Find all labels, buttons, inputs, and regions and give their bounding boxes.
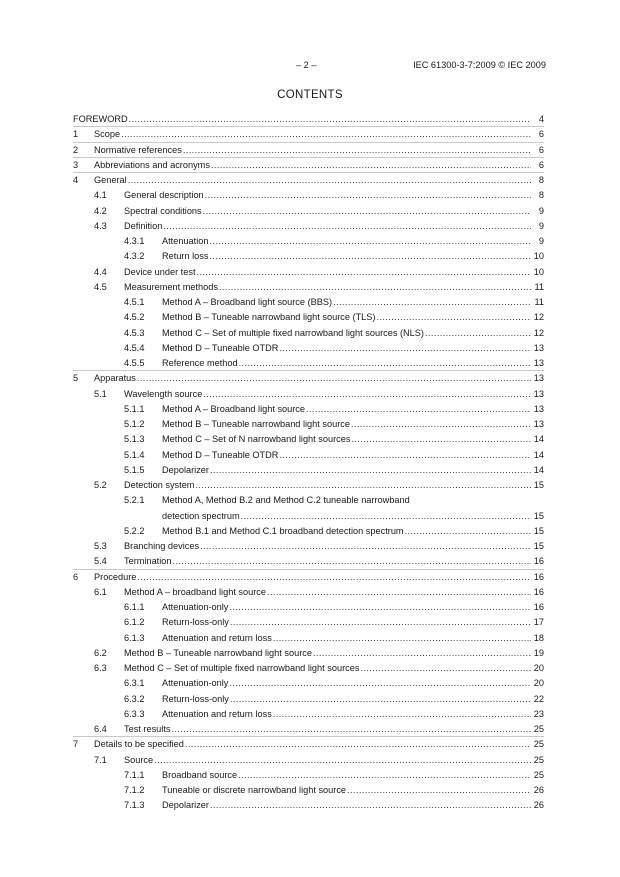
- toc-entry-title: Depolarizer: [162, 800, 209, 811]
- toc-entry-title: Wavelength source: [124, 388, 203, 399]
- toc-entry-number: 4.5.3: [124, 327, 145, 338]
- dot-leader: [137, 571, 531, 584]
- dot-leader: [351, 433, 531, 446]
- toc-entry-number: 5.1.5: [124, 464, 145, 475]
- toc-entry-number: 6.1: [94, 586, 107, 597]
- toc-entry[interactable]: [0, 494, 620, 507]
- toc-entry-page: 12: [533, 327, 544, 338]
- toc-entry-title: Branching devices: [124, 541, 200, 551]
- dot-leader: [200, 540, 531, 553]
- toc-entry[interactable]: [0, 616, 620, 629]
- dot-leader: [306, 403, 531, 416]
- toc-entry[interactable]: [0, 388, 620, 401]
- toc-entry-number: 6.3.1: [124, 678, 145, 689]
- toc-entry-number: 4.3.1: [124, 236, 145, 246]
- toc-entry[interactable]: [0, 555, 620, 568]
- toc-entry-page: 8: [538, 175, 544, 185]
- toc-entry-page: 22: [533, 693, 544, 704]
- toc-entry[interactable]: [0, 250, 620, 263]
- toc-entry-page: 13: [533, 358, 544, 368]
- toc-entry[interactable]: [0, 723, 620, 736]
- toc-entry-title: Attenuation: [162, 236, 209, 246]
- toc-entry-title: Source: [124, 754, 154, 765]
- toc-entry-number: 4.1: [94, 190, 107, 201]
- toc-entry-title: Return-loss-only: [162, 693, 229, 704]
- toc-entry-number: 5.4: [94, 556, 107, 567]
- toc-entry-title: Method A – broadband light source: [124, 586, 266, 597]
- toc-entry[interactable]: [0, 205, 620, 218]
- dot-leader: [229, 601, 531, 614]
- toc-entry-number: 6: [73, 571, 79, 582]
- toc-entry[interactable]: [0, 296, 620, 309]
- toc-entry-title: Reference method: [162, 358, 238, 368]
- toc-entry[interactable]: [0, 708, 620, 721]
- toc-entry-page: 13: [533, 403, 544, 414]
- toc-entry-number: 4.3.2: [124, 251, 145, 262]
- toc-entry-title: Method C – Set of multiple fixed narrowband light sources: [124, 663, 360, 673]
- page-number: – 2 –: [296, 60, 317, 70]
- toc-entry-title: General description: [124, 190, 204, 201]
- toc-entry-page: 16: [533, 556, 544, 567]
- toc-entry-page: 12: [533, 312, 544, 323]
- toc-entry-title: Method B – Tuneable narrowband light source (TLS): [162, 312, 376, 323]
- toc-entry[interactable]: [0, 540, 620, 553]
- toc-entry[interactable]: [0, 647, 620, 660]
- toc-entry-title: FOREWORD: [73, 114, 128, 124]
- toc-entry[interactable]: [0, 525, 620, 538]
- toc-entry-number: 5.1.1: [124, 403, 145, 414]
- toc-entry-number: 5.2.1: [124, 495, 145, 506]
- toc-entry-page: 14: [533, 464, 544, 475]
- toc-entry-page: 16: [533, 602, 544, 612]
- toc-entry[interactable]: [0, 220, 620, 233]
- dot-leader: [239, 357, 531, 370]
- toc-entry-title: Spectral conditions: [124, 205, 202, 216]
- toc-entry-page: 15: [533, 525, 544, 536]
- toc-entry-page: 14: [533, 434, 544, 445]
- dot-leader: [279, 449, 531, 462]
- toc-entry-page: 13: [533, 419, 544, 429]
- toc-entry-number: 6.3.2: [124, 693, 145, 704]
- toc-separator: [73, 370, 544, 371]
- toc-entry-title: General: [94, 175, 127, 185]
- toc-entry[interactable]: [0, 403, 620, 416]
- toc-entry[interactable]: [0, 144, 620, 157]
- toc-entry-page: 26: [533, 800, 544, 811]
- dot-leader: [229, 677, 531, 690]
- toc-entry[interactable]: [0, 754, 620, 767]
- toc-entry-title: Termination: [124, 556, 172, 567]
- toc-entry-page: 10: [533, 251, 544, 262]
- dot-leader: [219, 281, 531, 294]
- toc-entry-title: Method D – Tuneable OTDR: [162, 342, 279, 353]
- toc-entry[interactable]: [0, 571, 620, 584]
- toc-entry-title: Details to be specified: [94, 739, 184, 750]
- toc-entry-title: Normative references: [94, 144, 182, 155]
- toc-entry[interactable]: [0, 418, 620, 431]
- toc-entry[interactable]: [0, 372, 620, 385]
- dot-leader: [203, 205, 531, 218]
- toc-entry[interactable]: [0, 342, 620, 355]
- toc-entry-number: 4.5.1: [124, 297, 145, 307]
- toc-entry-page: 25: [533, 754, 544, 765]
- toc-entry-title: Depolarizer: [162, 464, 209, 475]
- dot-leader: [128, 174, 531, 187]
- toc-entry-page: 15: [533, 541, 544, 551]
- dot-leader: [238, 769, 531, 782]
- toc-entry-number: 6.4: [94, 724, 107, 734]
- toc-entry-page: 10: [533, 266, 544, 277]
- toc-entry[interactable]: [0, 479, 620, 492]
- dot-leader: [183, 144, 531, 157]
- toc-entry-title: Scope: [94, 129, 121, 140]
- dot-leader: [205, 189, 531, 202]
- dot-leader: [347, 784, 531, 797]
- toc-entry[interactable]: [0, 189, 620, 202]
- toc-entry-page: 6: [538, 129, 544, 140]
- toc-entry-title: Method C – Set of N narrowband light sources: [162, 434, 351, 445]
- toc-entry-page: 20: [533, 678, 544, 689]
- toc-entry[interactable]: [0, 586, 620, 599]
- toc-separator: [73, 172, 544, 173]
- toc-entry[interactable]: [0, 449, 620, 462]
- toc-entry[interactable]: [0, 433, 620, 446]
- dot-leader: [203, 388, 531, 401]
- toc-entry-title: Attenuation-only: [162, 602, 229, 612]
- dot-leader: [185, 738, 531, 751]
- dot-leader: [210, 799, 531, 812]
- dot-leader: [197, 266, 532, 279]
- toc-entry-page: 9: [538, 220, 544, 231]
- toc-entry-number: 5.1.2: [124, 419, 145, 429]
- dot-leader: [313, 647, 531, 660]
- toc-entry-number: 4.3: [94, 220, 107, 231]
- toc-entry[interactable]: [0, 632, 620, 645]
- toc-entry-title: Method B.1 and Method C.1 broadband detection spectrum: [162, 525, 404, 536]
- toc-entry-number: 7.1.2: [124, 785, 145, 795]
- toc-entry-number: 6.1.3: [124, 632, 145, 643]
- toc-entry-number: 7.1: [94, 754, 107, 765]
- toc-entry-number: 6.3: [94, 663, 107, 673]
- toc-entry-number: 5.2: [94, 480, 107, 490]
- toc-entry-number: 6.3.3: [124, 708, 145, 719]
- toc-entry-title: Measurement methods: [124, 281, 218, 292]
- toc-entry-page: 26: [533, 785, 544, 795]
- toc-entry[interactable]: [0, 677, 620, 690]
- toc-entry-title: Method A – Broadband light source (BBS): [162, 297, 333, 307]
- toc-entry-page: 11: [534, 297, 544, 307]
- toc-entry-page: 19: [533, 647, 544, 658]
- page-title: CONTENTS: [277, 89, 343, 101]
- toc-entry-page: 9: [538, 236, 544, 246]
- dot-leader: [137, 372, 531, 385]
- dot-leader: [210, 235, 532, 248]
- toc-separator: [73, 142, 544, 143]
- toc-entry-title: Method B – Tuneable narrowband light source: [124, 647, 312, 658]
- toc-entry-number: 5.3: [94, 541, 107, 551]
- toc-entry-page: 6: [538, 144, 544, 155]
- dot-leader: [129, 113, 531, 126]
- toc-entry-page: 15: [533, 480, 544, 490]
- toc-entry-title: Device under test: [124, 266, 196, 277]
- toc-entry-page: 11: [534, 281, 544, 292]
- toc-entry-title: Abbreviations and acronyms: [94, 159, 210, 170]
- toc-entry-title: Method A, Method B.2 and Method C.2 tuneable narrowband: [162, 495, 410, 506]
- toc-entry-number: 6.2: [94, 647, 107, 658]
- toc-entry-title: Method B – Tuneable narrowband light source: [162, 419, 350, 429]
- toc-entry-number: 5.1.4: [124, 449, 145, 460]
- toc-entry-number: 4.2: [94, 205, 107, 216]
- dot-leader: [211, 159, 531, 172]
- dot-leader: [210, 464, 531, 477]
- dot-leader: [376, 311, 531, 324]
- toc-entry[interactable]: [0, 159, 620, 172]
- dot-leader: [230, 616, 531, 629]
- toc-entry-page: 16: [533, 586, 544, 597]
- dot-leader: [279, 342, 531, 355]
- dot-leader: [163, 220, 531, 233]
- toc-entry-number: 1: [73, 129, 79, 140]
- toc-entry-page: 16: [533, 571, 544, 582]
- toc-entry-number: 4.5.2: [124, 312, 145, 323]
- dot-leader: [273, 708, 531, 721]
- toc-entry-title: Attenuation and return loss: [162, 632, 272, 643]
- toc-entry[interactable]: [0, 738, 620, 751]
- toc-entry[interactable]: [0, 784, 620, 797]
- toc-entry-title: Detection system: [124, 480, 195, 490]
- toc-entry-number: 7.1.3: [124, 800, 145, 811]
- toc-entry-number: 2: [73, 144, 79, 155]
- toc-entry-title: Method C – Set of multiple fixed narrowband light sources (NLS): [162, 327, 424, 338]
- toc-entry-title: Definition: [124, 220, 163, 231]
- dot-leader: [351, 418, 531, 431]
- toc-entry[interactable]: [0, 174, 620, 187]
- toc-entry[interactable]: [0, 266, 620, 279]
- toc-entry-title: Return-loss-only: [162, 617, 229, 628]
- toc-entry-number: 4.5.4: [124, 342, 145, 353]
- toc-entry[interactable]: [0, 357, 620, 370]
- toc-entry[interactable]: [0, 510, 620, 523]
- toc-entry[interactable]: [0, 601, 620, 614]
- toc-entry-title: Method D – Tuneable OTDR: [162, 449, 279, 460]
- toc-entry[interactable]: [0, 281, 620, 294]
- toc-entry-number: 7: [73, 739, 79, 750]
- toc-entry[interactable]: [0, 662, 620, 675]
- toc-entry-number: 4: [73, 175, 79, 185]
- dot-leader: [173, 555, 532, 568]
- dot-leader: [230, 693, 531, 706]
- dot-leader: [241, 510, 531, 523]
- toc-entry-number: 5: [73, 373, 79, 384]
- toc-entry-page: 17: [533, 617, 544, 628]
- toc-entry-number: 7.1.1: [124, 769, 145, 780]
- dot-leader: [209, 250, 531, 263]
- dot-leader: [171, 723, 531, 736]
- toc-entry-title: Procedure: [94, 571, 137, 582]
- toc-entry-page: 18: [533, 632, 544, 643]
- toc-entry-page: 14: [533, 449, 544, 460]
- toc-entry-page: 13: [533, 388, 544, 399]
- toc-entry[interactable]: [0, 128, 620, 141]
- dot-leader: [121, 128, 531, 141]
- toc-entry-title: detection spectrum: [162, 510, 240, 521]
- standard-reference: IEC 61300-3-7:2009 © IEC 2009: [413, 60, 546, 70]
- toc-separator: [73, 126, 544, 127]
- toc-entry[interactable]: [0, 693, 620, 706]
- dot-leader: [405, 525, 531, 538]
- toc-entry-title: Tuneable or discrete narrowband light source: [162, 785, 347, 795]
- toc-entry[interactable]: [0, 327, 620, 340]
- toc-entry[interactable]: [0, 113, 620, 126]
- toc-separator: [73, 569, 544, 570]
- toc-entry-page: 20: [533, 663, 544, 673]
- toc-entry-title: Attenuation and return loss: [162, 708, 272, 719]
- toc-entry-page: 13: [533, 342, 544, 353]
- toc-entry-number: 4.5: [94, 281, 107, 292]
- toc-entry-page: 25: [533, 724, 544, 734]
- toc-entry-page: 25: [533, 769, 544, 780]
- toc-entry-title: Test results: [124, 724, 171, 734]
- toc-entry-page: 8: [538, 190, 544, 201]
- toc-entry-title: Return loss: [162, 251, 209, 262]
- toc-entry-number: 3: [73, 159, 79, 170]
- dot-leader: [273, 632, 531, 645]
- toc-entry-number: 6.1.2: [124, 617, 145, 628]
- toc-entry-page: 15: [533, 510, 544, 521]
- toc-entry-page: 23: [533, 708, 544, 719]
- toc-entry-title: Apparatus: [94, 373, 136, 384]
- toc-entry-number: 4.4: [94, 266, 107, 277]
- toc-entry[interactable]: [0, 769, 620, 782]
- toc-entry-title: Attenuation-only: [162, 678, 229, 689]
- toc-entry[interactable]: [0, 235, 620, 248]
- toc-entry[interactable]: [0, 311, 620, 324]
- dot-leader: [333, 296, 531, 309]
- toc-separator: [73, 157, 544, 158]
- toc-entry-page: 9: [538, 205, 544, 216]
- toc-entry-number: 4.5.5: [124, 358, 145, 368]
- toc-entry-page: 13: [533, 373, 544, 384]
- dot-leader: [195, 479, 531, 492]
- toc-entry-title: Broadband source: [162, 769, 238, 780]
- toc-entry-number: 5.1: [94, 388, 107, 399]
- toc-entry[interactable]: [0, 799, 620, 812]
- toc-entry-number: 6.1.1: [124, 602, 145, 612]
- dot-leader: [360, 662, 531, 675]
- toc-entry-number: 5.2.2: [124, 525, 145, 536]
- dot-leader: [425, 327, 531, 340]
- toc-entry-title: Method A – Broadband light source: [162, 403, 306, 414]
- toc-entry-page: 6: [538, 159, 544, 170]
- toc-entry-page: 25: [533, 739, 544, 750]
- toc-entry-number: 5.1.3: [124, 434, 145, 445]
- toc-separator: [73, 736, 544, 737]
- toc-entry[interactable]: [0, 464, 620, 477]
- dot-leader: [154, 754, 531, 767]
- dot-leader: [267, 586, 531, 599]
- toc-entry-page: 4: [538, 114, 544, 124]
